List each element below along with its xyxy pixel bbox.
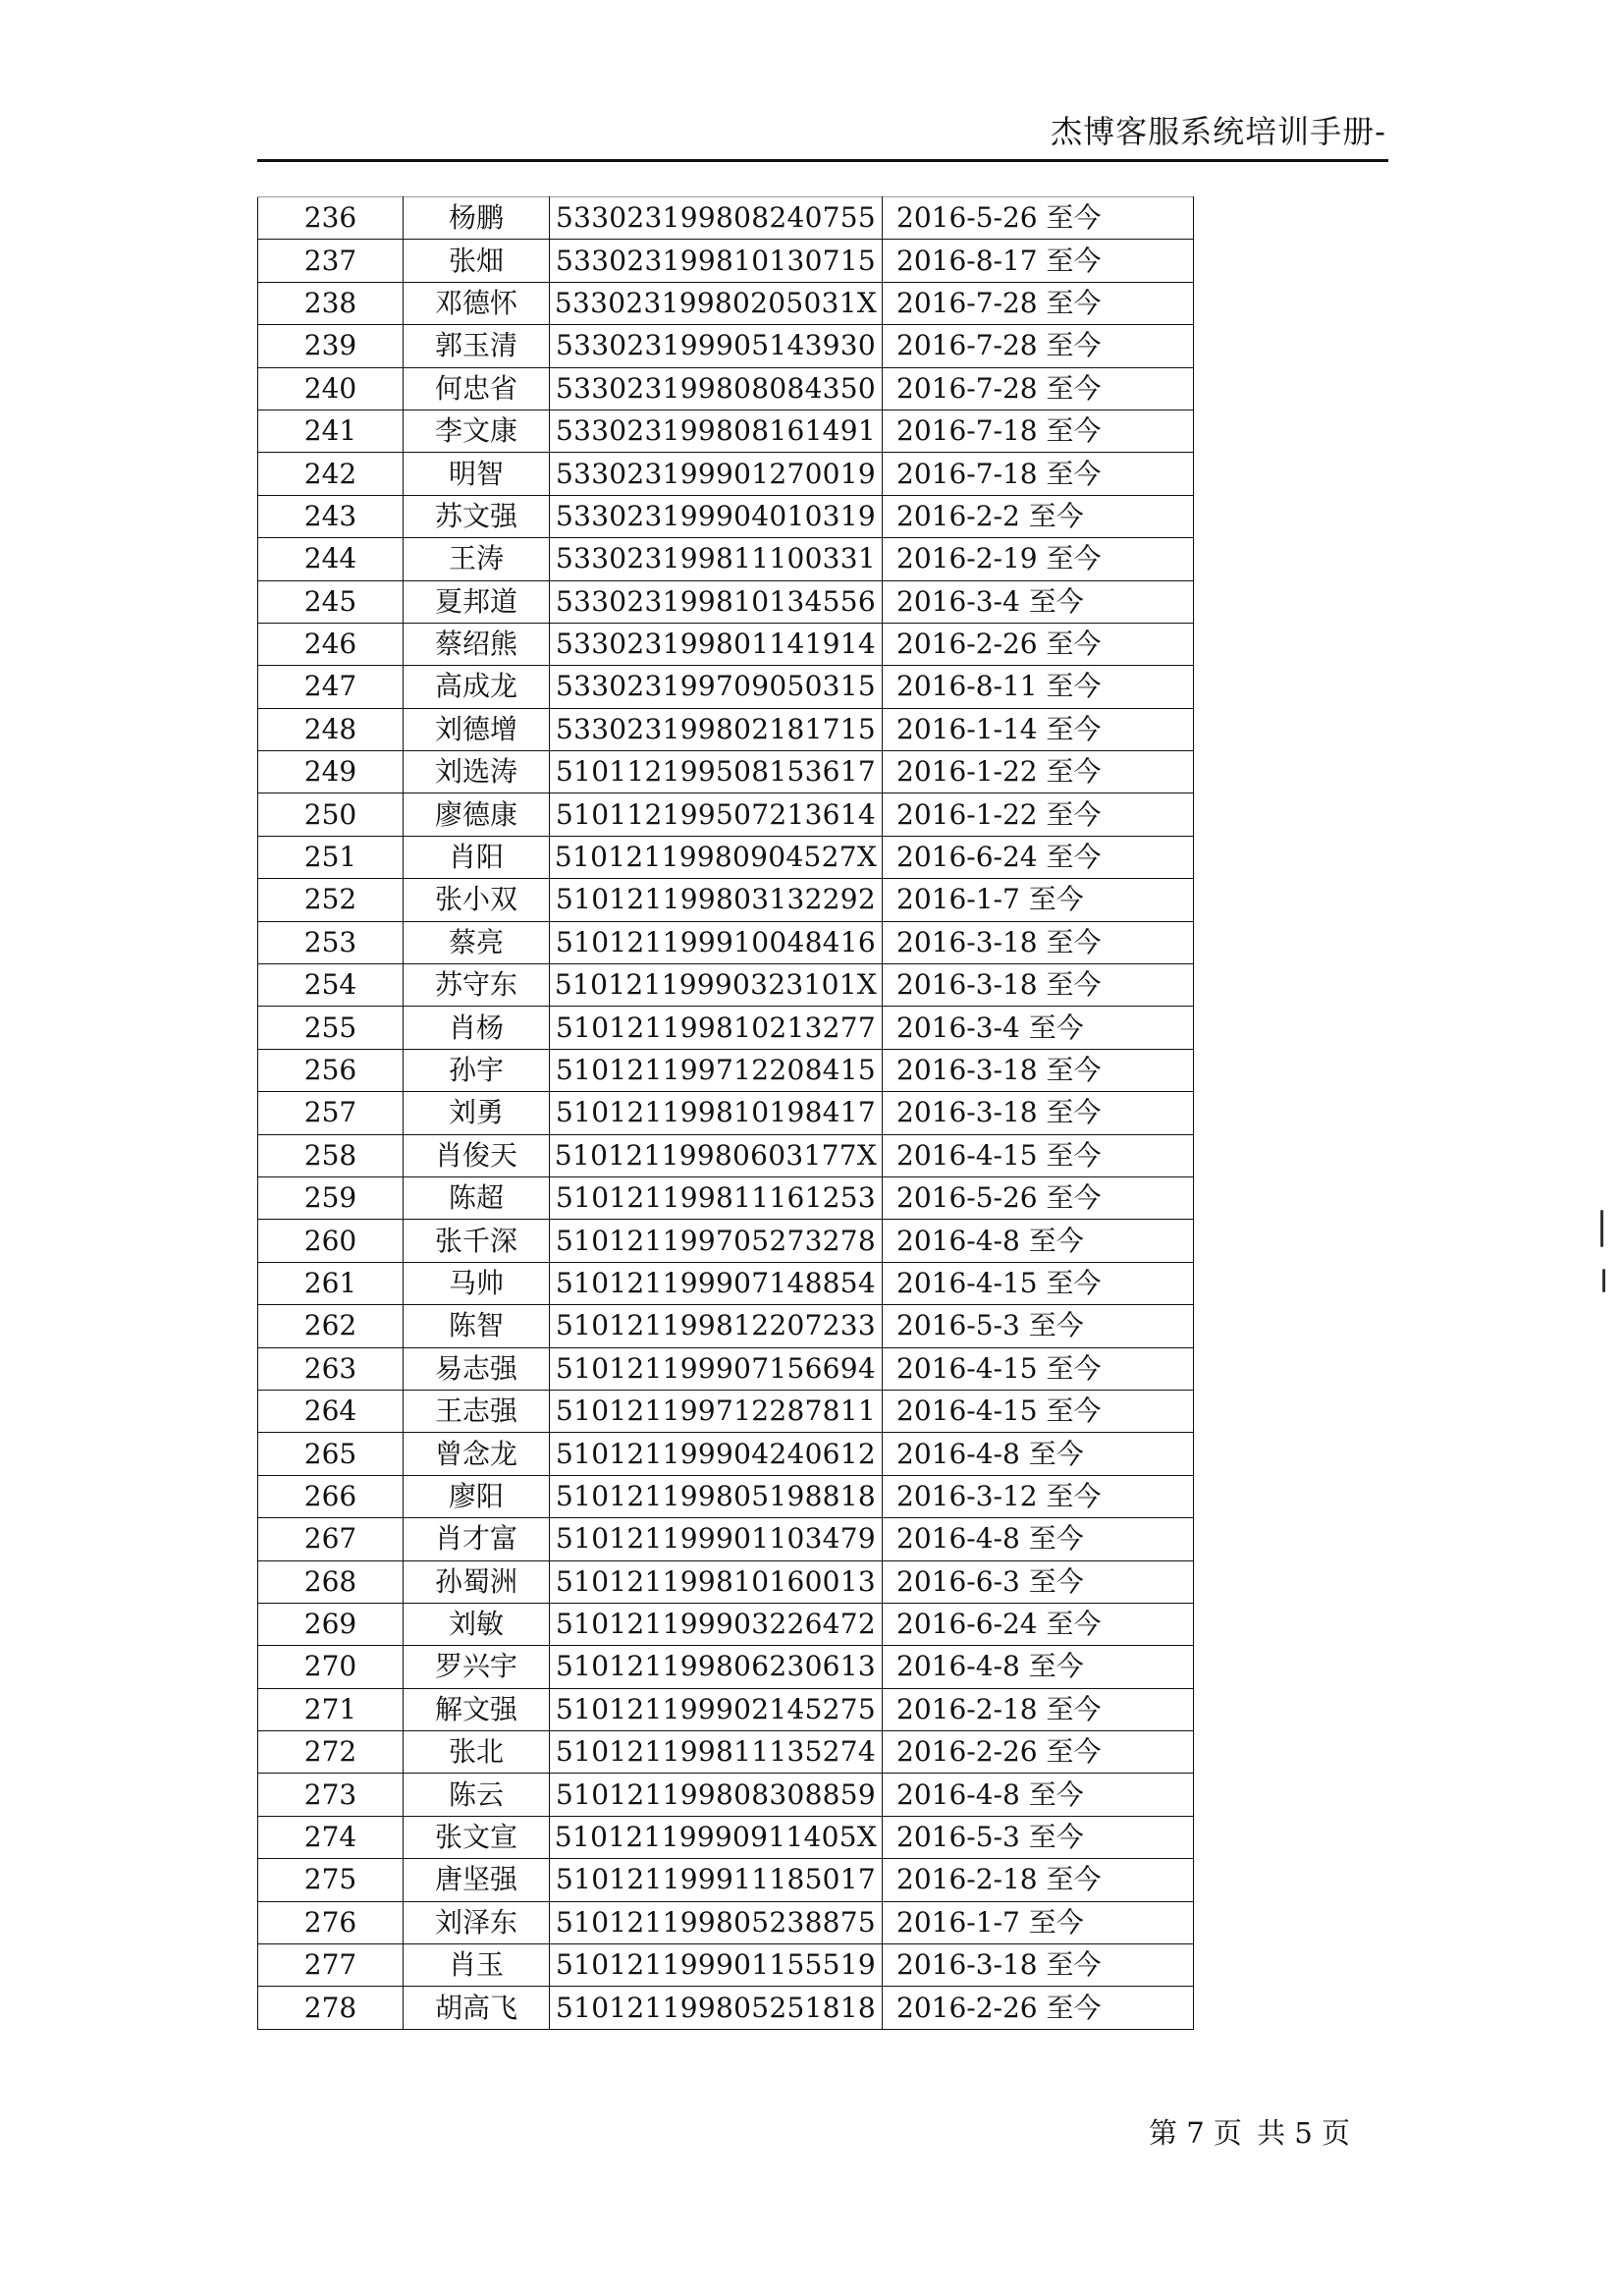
table-row [258,538,1194,580]
cell-period: 2016-2-19 至今 [883,538,1194,580]
cell-name: 张文宣 [404,1816,550,1858]
cell-id-number: 510121199810213277 [550,1007,883,1049]
table-row [258,1433,1194,1475]
cell-period: 2016-3-18 至今 [883,1944,1194,1987]
cell-name: 张千深 [404,1220,550,1262]
table-row [258,1134,1194,1176]
cell-number: 254 [258,964,404,1007]
table-row [258,1176,1194,1219]
cell-period: 2016-4-8 至今 [883,1518,1194,1560]
cell-number: 241 [258,410,404,452]
scan-mark [1600,1210,1603,1247]
table-row [258,1688,1194,1730]
cell-name: 刘敏 [404,1603,550,1645]
cell-number: 260 [258,1220,404,1262]
cell-id-number: 510121199904240612 [550,1433,883,1475]
table-row [258,1220,1194,1262]
cell-period: 2016-1-7 至今 [883,1901,1194,1943]
cell-id-number: 510121199805198818 [550,1475,883,1517]
cell-name: 刘选涛 [404,751,550,793]
cell-name: 夏邦道 [404,580,550,623]
cell-id-number: 510112199507213614 [550,793,883,836]
cell-id-number: 510121199907148854 [550,1262,883,1304]
page-footer [1149,2116,1356,2150]
cell-period: 2016-1-14 至今 [883,708,1194,750]
table-row [258,964,1194,1007]
cell-id-number: 510121199902145275 [550,1688,883,1730]
cell-name: 肖俊天 [404,1134,550,1176]
cell-period: 2016-4-15 至今 [883,1347,1194,1390]
cell-name: 唐坚强 [404,1859,550,1901]
cell-name: 孙蜀洲 [404,1560,550,1603]
table-row [258,666,1194,708]
cell-id-number: 533023199905143930 [550,325,883,367]
cell-period: 2016-4-15 至今 [883,1390,1194,1432]
cell-id-number: 510121199903226472 [550,1603,883,1645]
cell-name: 王志强 [404,1390,550,1432]
cell-period: 2016-2-18 至今 [883,1688,1194,1730]
cell-number: 275 [258,1859,404,1901]
cell-period: 2016-3-18 至今 [883,1049,1194,1091]
cell-number: 238 [258,282,404,324]
cell-number: 245 [258,580,404,623]
cell-id-number: 510121199705273278 [550,1220,883,1262]
cell-number: 256 [258,1049,404,1091]
cell-number: 261 [258,1262,404,1304]
cell-name: 肖才富 [404,1518,550,1560]
cell-number: 252 [258,879,404,921]
cell-id-number: 510121199901103479 [550,1518,883,1560]
table-row [258,751,1194,793]
cell-number: 278 [258,1987,404,2029]
cell-id-number: 510121199712208415 [550,1049,883,1091]
table-row [258,580,1194,623]
table-row [258,836,1194,878]
cell-period: 2016-1-22 至今 [883,793,1194,836]
cell-number: 268 [258,1560,404,1603]
cell-number: 258 [258,1134,404,1176]
cell-name: 苏文强 [404,495,550,537]
cell-id-number: 51012119990323101X [550,964,883,1007]
cell-number: 276 [258,1901,404,1943]
cell-period: 2016-1-22 至今 [883,751,1194,793]
cell-number: 270 [258,1646,404,1688]
page-total: 共 5 页 [1257,2116,1350,2150]
cell-number: 237 [258,240,404,282]
cell-id-number: 510121199810160013 [550,1560,883,1603]
cell-period: 2016-3-18 至今 [883,964,1194,1007]
cell-period: 2016-4-15 至今 [883,1262,1194,1304]
cell-id-number: 510121199911185017 [550,1859,883,1901]
cell-period: 2016-5-26 至今 [883,1176,1194,1219]
cell-id-number: 510121199803132292 [550,879,883,921]
cell-period: 2016-8-17 至今 [883,240,1194,282]
table-row [258,1262,1194,1304]
cell-period: 2016-6-3 至今 [883,1560,1194,1603]
table-row [258,879,1194,921]
cell-name: 廖德康 [404,793,550,836]
cell-period: 2016-1-7 至今 [883,879,1194,921]
page-number: 第 7 页 [1149,2116,1242,2150]
cell-name: 明智 [404,453,550,495]
cell-number: 248 [258,708,404,750]
cell-id-number: 510121199808308859 [550,1774,883,1816]
table-row [258,1816,1194,1858]
cell-name: 刘勇 [404,1092,550,1134]
table-row [258,1560,1194,1603]
table-row [258,1305,1194,1347]
cell-name: 易志强 [404,1347,550,1390]
cell-id-number: 533023199808240755 [550,197,883,240]
table-row [258,921,1194,963]
table-row [258,1944,1194,1987]
table-row [258,1901,1194,1943]
cell-period: 2016-4-8 至今 [883,1220,1194,1262]
cell-name: 何忠省 [404,367,550,410]
cell-period: 2016-7-28 至今 [883,367,1194,410]
cell-number: 251 [258,836,404,878]
cell-number: 273 [258,1774,404,1816]
cell-number: 244 [258,538,404,580]
cell-id-number: 533023199801141914 [550,623,883,665]
cell-name: 罗兴宇 [404,1646,550,1688]
cell-number: 236 [258,197,404,240]
cell-name: 刘泽东 [404,1901,550,1943]
cell-id-number: 510121199805238875 [550,1901,883,1943]
cell-period: 2016-2-2 至今 [883,495,1194,537]
cell-number: 259 [258,1176,404,1219]
cell-number: 239 [258,325,404,367]
cell-id-number: 533023199810130715 [550,240,883,282]
cell-name: 肖杨 [404,1007,550,1049]
cell-id-number: 510121199901155519 [550,1944,883,1987]
table-row [258,1646,1194,1688]
cell-id-number: 533023199811100331 [550,538,883,580]
cell-id-number: 53302319980205031X [550,282,883,324]
cell-id-number: 533023199808161491 [550,410,883,452]
cell-period: 2016-2-26 至今 [883,1987,1194,2029]
cell-period: 2016-3-12 至今 [883,1475,1194,1517]
cell-id-number: 533023199904010319 [550,495,883,537]
cell-id-number: 510121199910048416 [550,921,883,963]
cell-name: 邓德怀 [404,282,550,324]
cell-id-number: 510121199811135274 [550,1731,883,1774]
table-row [258,410,1194,452]
cell-id-number: 510121199812207233 [550,1305,883,1347]
cell-id-number: 510121199811161253 [550,1176,883,1219]
cell-period: 2016-3-4 至今 [883,1007,1194,1049]
cell-id-number: 533023199802181715 [550,708,883,750]
cell-number: 267 [258,1518,404,1560]
cell-name: 陈智 [404,1305,550,1347]
cell-name: 肖玉 [404,1944,550,1987]
cell-id-number: 53302319970905031​5 [550,666,883,708]
cell-number: 269 [258,1603,404,1645]
table-row [258,1518,1194,1560]
cell-name: 刘德增 [404,708,550,750]
cell-period: 2016-4-8 至今 [883,1646,1194,1688]
scan-mark [1602,1269,1605,1292]
header-rule [257,159,1388,162]
cell-id-number: 533023199901270019 [550,453,883,495]
cell-period: 2016-5-3 至今 [883,1305,1194,1347]
cell-period: 2016-2-26 至今 [883,1731,1194,1774]
cell-id-number: 510112199508153617 [550,751,883,793]
cell-period: 2016-4-15 至今 [883,1134,1194,1176]
cell-number: 250 [258,793,404,836]
cell-period: 2016-2-26 至今 [883,623,1194,665]
cell-period: 2016-6-24 至今 [883,836,1194,878]
table-row [258,1603,1194,1645]
table-row [258,282,1194,324]
cell-period: 2016-2-18 至今 [883,1859,1194,1901]
cell-number: 242 [258,453,404,495]
cell-id-number: 51012119980603177X [550,1134,883,1176]
cell-number: 247 [258,666,404,708]
cell-period: 2016-7-18 至今 [883,410,1194,452]
cell-number: 265 [258,1433,404,1475]
cell-number: 253 [258,921,404,963]
table-row [258,1475,1194,1517]
table-row [258,1731,1194,1774]
cell-number: 240 [258,367,404,410]
cell-period: 2016-8-11 至今 [883,666,1194,708]
cell-id-number: 51012119980904527X [550,836,883,878]
table-row [258,1007,1194,1049]
cell-period: 2016-3-18 至今 [883,1092,1194,1134]
cell-number: 249 [258,751,404,793]
cell-name: 孙宇 [404,1049,550,1091]
cell-name: 胡高飞 [404,1987,550,2029]
cell-number: 262 [258,1305,404,1347]
cell-name: 高成龙 [404,666,550,708]
roster-table [257,196,1194,2030]
cell-number: 264 [258,1390,404,1432]
cell-id-number: 51012119990911405X [550,1816,883,1858]
cell-name: 王涛 [404,538,550,580]
cell-id-number: 510121199806230613 [550,1646,883,1688]
cell-name: 张北 [404,1731,550,1774]
cell-id-number: 510121199810198417 [550,1092,883,1134]
cell-name: 陈云 [404,1774,550,1816]
table-row [258,1347,1194,1390]
cell-period: 2016-5-3 至今 [883,1816,1194,1858]
cell-number: 272 [258,1731,404,1774]
cell-period: 2016-4-8 至今 [883,1433,1194,1475]
cell-period: 2016-7-28 至今 [883,282,1194,324]
cell-name: 张畑 [404,240,550,282]
cell-name: 肖阳 [404,836,550,878]
cell-name: 蔡绍熊 [404,623,550,665]
cell-name: 解文强 [404,1688,550,1730]
table-row [258,1987,1194,2029]
cell-number: 243 [258,495,404,537]
cell-name: 马帅 [404,1262,550,1304]
table-row [258,197,1194,240]
cell-number: 271 [258,1688,404,1730]
table-row [258,453,1194,495]
cell-period: 2016-7-28 至今 [883,325,1194,367]
cell-period: 2016-7-18 至今 [883,453,1194,495]
cell-period: 2016-3-4 至今 [883,580,1194,623]
cell-number: 263 [258,1347,404,1390]
cell-period: 2016-6-24 至今 [883,1603,1194,1645]
cell-period: 2016-3-18 至今 [883,921,1194,963]
table-row [258,325,1194,367]
table-row [258,1390,1194,1432]
cell-name: 廖阳 [404,1475,550,1517]
cell-name: 李文康 [404,410,550,452]
cell-period: 2016-4-8 至今 [883,1774,1194,1816]
cell-id-number: 533023199810134556 [550,580,883,623]
cell-name: 郭玉清 [404,325,550,367]
cell-number: 266 [258,1475,404,1517]
table-row [258,1049,1194,1091]
table-row [258,708,1194,750]
roster-table-body [258,197,1194,2030]
cell-id-number: 510121199805251818 [550,1987,883,2029]
cell-id-number: 510121199712287811 [550,1390,883,1432]
cell-period: 2016-5-26 至今 [883,197,1194,240]
cell-id-number: 510121199907156694 [550,1347,883,1390]
table-row [258,495,1194,537]
table-row [258,240,1194,282]
document-header-title: 杰博客服系统培训手册- [1051,113,1386,150]
cell-name: 陈超 [404,1176,550,1219]
table-row [258,623,1194,665]
cell-number: 277 [258,1944,404,1987]
cell-id-number: 533023199808084350 [550,367,883,410]
cell-number: 255 [258,1007,404,1049]
cell-name: 苏守东 [404,964,550,1007]
cell-name: 杨鹏 [404,197,550,240]
cell-name: 张小双 [404,879,550,921]
table-row [258,367,1194,410]
cell-number: 246 [258,623,404,665]
cell-name: 曾念龙 [404,1433,550,1475]
table-row [258,1774,1194,1816]
table-row [258,1859,1194,1901]
cell-name: 蔡亮 [404,921,550,963]
cell-number: 257 [258,1092,404,1134]
cell-number: 274 [258,1816,404,1858]
table-row [258,1092,1194,1134]
table-row [258,793,1194,836]
